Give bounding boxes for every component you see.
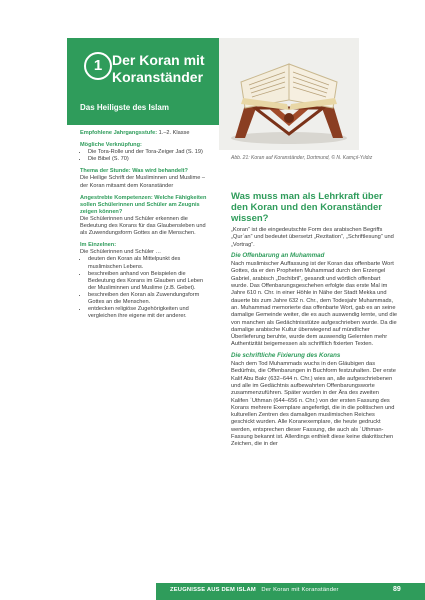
- body-paragraph: Nach muslimischer Auffassung ist der Koran das offenbarte Wort Gottes, da er den Propheten Muhammad durch den Erzengel Gabriel, arabisch „Dschibril“, gesandt und wörtlich offenbart wurde. Das Offenbarungsgeschehen erfolgte das erste Mal im Jahre 610 n. Chr. in einer Höhle in Nähe der Stadt Mekka und dauerte bis zum Jahre 632 n. Chr., dem Todesjahr Muhammads, an. Muhammad memorierte das offenbarte Wort, gab es an seine damalige Gemeinde weiter, die es auch auswendig lernte, und die von manchen als Gedächtnisstütze aufgeschrieben wurde. Da die damalige arabische Kultur überwiegend auf mündlicher Überlieferung beruhte, wurde dem auswendig Gelernten mehr Authentizität beigemessen als schriftlich fixierten Texten.: [231, 261, 397, 348]
- topic-text: Die Heilige Schrift der Musliminnen und Muslime – der Koran mitsamt dem Koranständer: [80, 175, 205, 189]
- koran-on-stand-illustration: [219, 38, 359, 150]
- details-label: Im Einzelnen:: [80, 242, 117, 249]
- details-block: [80, 242, 210, 320]
- grade-value: 1.–2. Klasse: [157, 130, 190, 136]
- competence-label: Angestrebte Kompetenzen: Welche Fähigkeiten sollen Schülerinnen und Schüler am Zeugnis zeigen können?: [80, 194, 207, 215]
- teacher-info-column: [80, 130, 210, 325]
- footer-section: ZEUGNISSE AUS DEM ISLAM: [170, 587, 256, 593]
- list-item: • Die Bibel (S. 70): [88, 156, 210, 163]
- grade-block: [80, 130, 210, 137]
- photo-caption: Abb. 21: Koran auf Koranständer, Dortmund, © N. Kamçıl-Yıldız: [231, 155, 373, 161]
- teacher-background-column: [231, 227, 397, 452]
- topic-block: [80, 168, 210, 189]
- grade-label: Empfohlene Jahrgangsstufe:: [80, 130, 158, 136]
- chapter-title: Der Koran mit Koranständer: [112, 52, 205, 85]
- subsection-heading: Die Offenbarung an Muhammad: [231, 251, 325, 259]
- competence-text: Die Schülerinnen und Schüler erkennen die Bedeutung des Korans für das Glaubensleben und als Zuwendungsform Gottes an die Menschen.: [80, 215, 206, 237]
- chapter-number: 1: [84, 52, 112, 80]
- competence-block: [80, 195, 210, 238]
- subsection-heading: Die schriftliche Fixierung des Korans: [231, 351, 341, 359]
- list-item: • entdecken religiöse Zugehörigkeiten und vergleichen ihre eigene mit der anderer.: [88, 306, 210, 320]
- footer-topic: Der Koran mit Koranständer: [261, 587, 339, 593]
- list-item: • deuten den Koran als Mittelpunkt des muslimischen Lebens.: [88, 256, 210, 270]
- page-number: 89: [393, 586, 401, 593]
- body-paragraph: Nach dem Tod Muhammads wuchs in den Gläubigen das Bedürfnis, die Offenbarungen in Buchform festzuhalten. Der erste Kalif Abu Bakr (632–644 n. Chr.) wies an, alle aufgeschriebenen und alle im Gedächtnis aufbewahrten Offenbarungsworte zusammenzuführen. Später wurden in der Ära des zweiten Kalifen ʿUthman (644–656 n. Chr.) von der ersten Fassung des Korans mehrere Exemplare angefertigt, die in die politischen und kulturellen Zentren des damaligen muslimischen Reiches geschickt wurden. Alle Koranexemplare, die heute gedruckt werden, entsprechen dieser Fassung, die auch als ʿUthman-Fassung bekannt ist. Allerdings enthielt diese keine diakritischen Zeichen, die in der: [231, 361, 396, 448]
- links-block: [80, 142, 210, 163]
- list-item: • beschreiben anhand von Beispielen die Bedeutung des Korans im Glauben und Leben der Musliminnen und Muslime (z.B. Gebet).: [88, 271, 210, 292]
- details-intro: Die Schülerinnen und Schüler …: [80, 249, 162, 256]
- koran-photo: [219, 38, 359, 150]
- links-label: Mögliche Verknüpfung:: [80, 142, 142, 149]
- list-item: • Die Tora-Rolle und der Tora-Zeiger Jad (S. 19): [88, 149, 210, 156]
- intro-paragraph: „Koran“ ist die eingedeutschte Form des arabischen Begriffs „Qurʾan“ und bedeutet übersetzt „Rezitation“, „Schriftlesung“ und „Vortrag“.: [231, 227, 394, 248]
- list-item: • beschreiben den Koran als Zuwendungsform Gottes an die Menschen.: [88, 292, 210, 306]
- footer-text: [170, 587, 339, 593]
- chapter-subtitle: Das Heiligste des Islam: [80, 103, 169, 112]
- section-heading: Was muss man als Lehrkraft über den Koran und den Koranständer wissen?: [231, 191, 383, 224]
- topic-label: Thema der Stunde: Was wird behandelt?: [80, 168, 188, 175]
